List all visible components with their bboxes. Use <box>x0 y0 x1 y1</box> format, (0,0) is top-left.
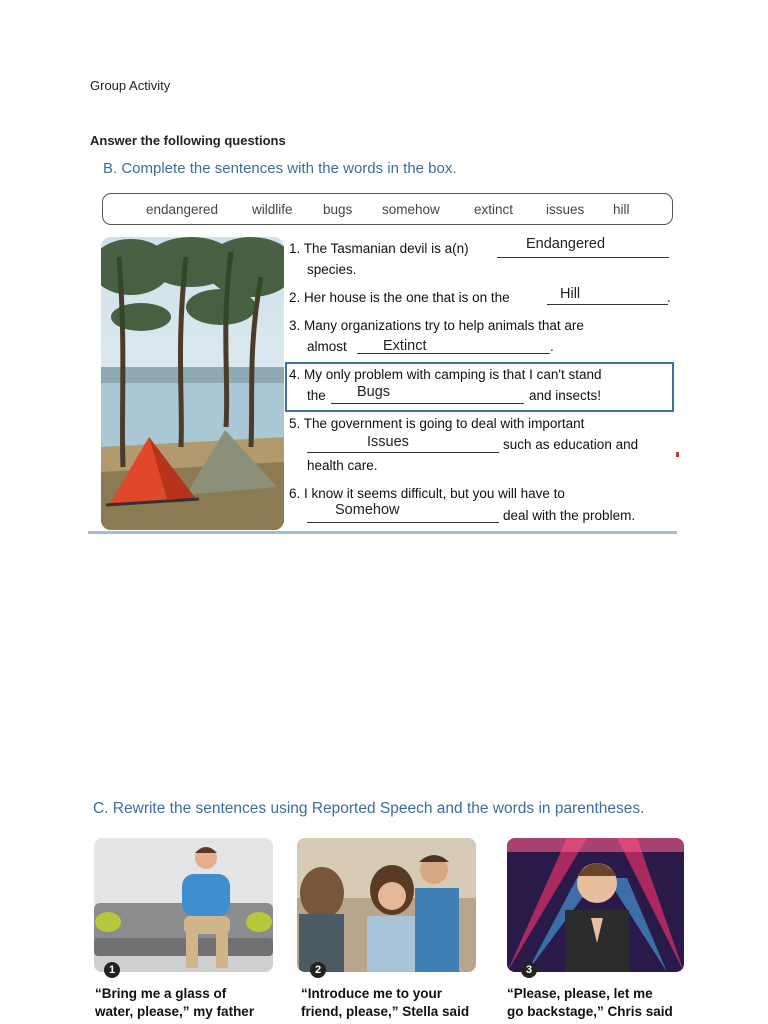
photo-three-friends <box>297 838 476 972</box>
item-6-text: 6. I know it seems difficult, but you will have to <box>289 486 565 501</box>
section-b-title: B. Complete the sentences with the words in the box. <box>103 160 457 177</box>
caption-1-line-1: “Bring me a glass of <box>95 986 227 1001</box>
item-5-text-end: health care. <box>307 458 378 473</box>
item-4-text: 4. My only problem with camping is that I can't stand <box>289 367 602 382</box>
number-2-badge: 2 <box>310 962 326 978</box>
caption-3-line-1: “Please, please, let me <box>507 986 653 1001</box>
word-extinct: extinct <box>474 202 514 217</box>
caption-1 <box>95 985 254 1021</box>
item-3-text-cont: almost <box>307 339 347 354</box>
item-2-period: . <box>667 290 671 305</box>
section-c-title: C. Rewrite the sentences using Reported Speech and the words in parentheses. <box>93 800 645 817</box>
caption-2 <box>301 985 469 1021</box>
number-3-badge: 3 <box>521 962 537 978</box>
photo-man-on-couch <box>94 838 273 972</box>
instruction-heading: Answer the following questions <box>90 133 286 148</box>
item-3-answer: Extinct <box>383 338 427 354</box>
item-4-answer: Bugs <box>357 384 391 400</box>
caption-1-line-2: water, please,” my father <box>95 1004 255 1019</box>
item-3-period: . <box>550 339 554 354</box>
item-5-answer: Issues <box>367 434 409 450</box>
item-4-text-end: and insects! <box>529 388 602 403</box>
caption-2-line-1: “Introduce me to your <box>301 986 443 1001</box>
caption-2-line-2: friend, please,” Stella said <box>301 1004 470 1019</box>
word-wildlife: wildlife <box>252 202 293 217</box>
item-4-text-cont: the <box>307 388 326 403</box>
word-somehow: somehow <box>382 202 440 217</box>
red-mark <box>676 452 679 457</box>
caption-3 <box>507 985 673 1021</box>
item-1-answer: Endangered <box>526 236 606 252</box>
item-5-text-mid: such as education and <box>503 437 639 452</box>
item-6-text-end: deal with the problem. <box>503 508 636 523</box>
item-3-text: 3. Many organizations try to help animals that are <box>289 318 584 333</box>
item-6-answer: Somehow <box>335 502 400 518</box>
item-2-text: 2. Her house is the one that is on the <box>289 290 510 305</box>
word-box <box>102 193 673 225</box>
item-1-text-cont: species. <box>307 262 357 277</box>
item-5-text: 5. The government is going to deal with important <box>289 416 585 431</box>
item-1-text: 1. The Tasmanian devil is a(n) <box>289 241 469 256</box>
number-1-badge: 1 <box>104 962 120 978</box>
word-bugs: bugs <box>323 202 353 217</box>
word-issues: issues <box>546 202 585 217</box>
item-2-answer: Hill <box>560 286 581 302</box>
camping-photo <box>101 237 284 530</box>
caption-3-line-2: go backstage,” Chris said <box>507 1004 673 1019</box>
word-hill: hill <box>613 202 630 217</box>
photo-young-man-concert <box>507 838 684 972</box>
word-endangered: endangered <box>146 202 219 217</box>
section-divider <box>88 531 677 534</box>
group-activity-label: Group Activity <box>90 78 171 93</box>
